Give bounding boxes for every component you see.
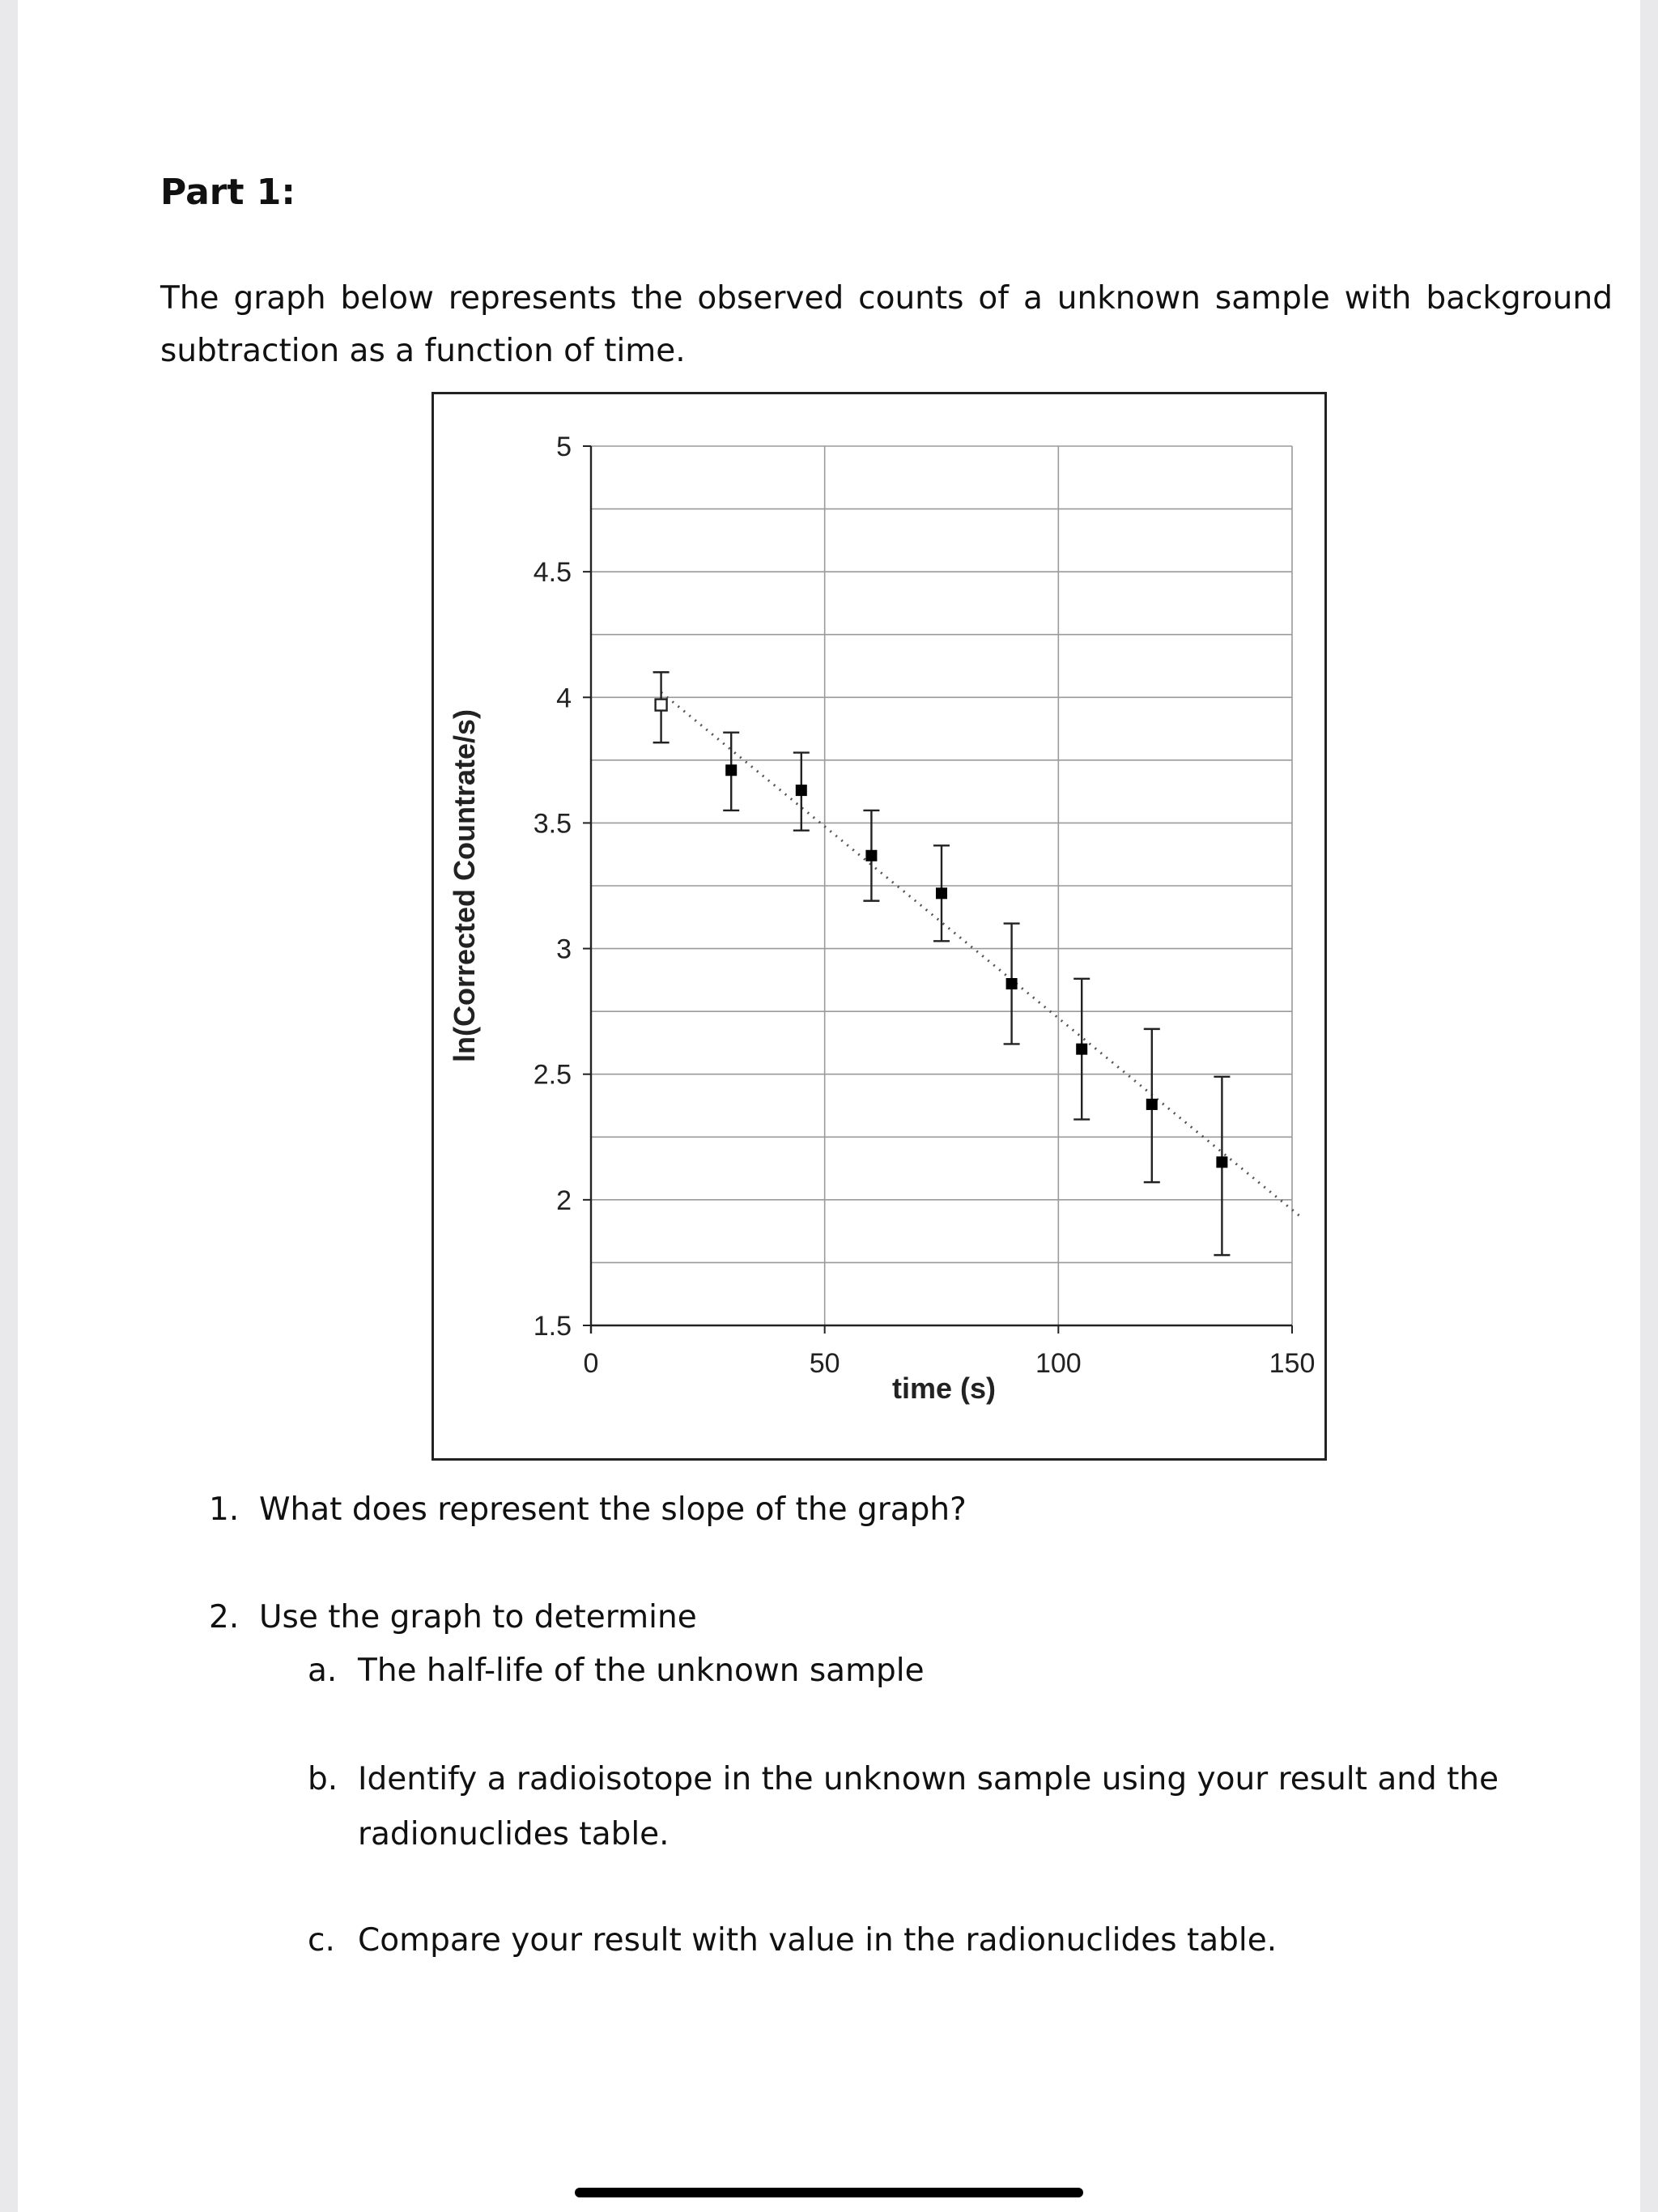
data-point	[936, 887, 947, 899]
intro-paragraph: The graph below represents the observed counts of a unknown sample with background subtraction as a function of time.	[160, 280, 1613, 369]
data-point	[725, 764, 737, 776]
subquestion-c-text: Compare your result with value in the radionuclides table.	[358, 1922, 1278, 1959]
data-point	[796, 785, 807, 796]
subquestion-c-letter: c.	[308, 1922, 335, 1959]
x-tick-label: 150	[1269, 1348, 1316, 1379]
x-tick-label: 0	[583, 1348, 599, 1379]
y-tick-label: 1.5	[533, 1311, 572, 1342]
subquestion-b-letter: b.	[308, 1761, 338, 1797]
subquestion-b	[308, 1752, 1522, 1862]
data-point	[1076, 1044, 1087, 1055]
question-2-number: 2.	[209, 1599, 240, 1636]
question-1	[209, 1491, 967, 1528]
subquestion-a-letter: a.	[308, 1653, 338, 1689]
y-tick-label: 4	[556, 683, 572, 714]
subquestion-a-text: The half-life of the unknown sample	[358, 1653, 925, 1689]
question-1-text: What does represent the slope of the graph?	[259, 1491, 967, 1528]
subquestion-c	[308, 1922, 1277, 1959]
data-point	[1146, 1099, 1158, 1110]
subquestion-b-text: Identify a radioisotope in the unknown sample using your result and the radionuclides table.	[358, 1761, 1499, 1853]
section-heading: Part 1:	[160, 172, 296, 213]
x-axis-title: time (s)	[891, 1372, 997, 1405]
question-2-text: Use the graph to determine	[259, 1599, 697, 1636]
subquestion-a	[308, 1653, 925, 1689]
y-tick-label: 5	[556, 432, 572, 462]
y-tick-label: 3.5	[533, 808, 572, 840]
decay-chart	[434, 394, 1324, 1458]
home-indicator[interactable]	[575, 2188, 1083, 2197]
trendline	[661, 692, 1302, 1217]
data-point	[656, 700, 667, 711]
graph-figure	[432, 392, 1327, 1461]
x-tick-label: 100	[1035, 1348, 1082, 1379]
y-tick-label: 2	[556, 1185, 572, 1216]
y-axis-title: ln(Corrected Countrate/s)	[448, 708, 481, 1063]
data-point	[1216, 1156, 1227, 1168]
data-point	[865, 850, 877, 861]
y-tick-label: 4.5	[533, 557, 572, 589]
y-tick-label: 3	[556, 934, 572, 965]
document-page	[18, 0, 1640, 2212]
y-tick-label: 2.5	[533, 1059, 572, 1091]
data-point	[1006, 978, 1018, 989]
question-2	[209, 1599, 697, 1636]
question-1-number: 1.	[209, 1491, 240, 1528]
x-tick-label: 50	[809, 1348, 840, 1379]
